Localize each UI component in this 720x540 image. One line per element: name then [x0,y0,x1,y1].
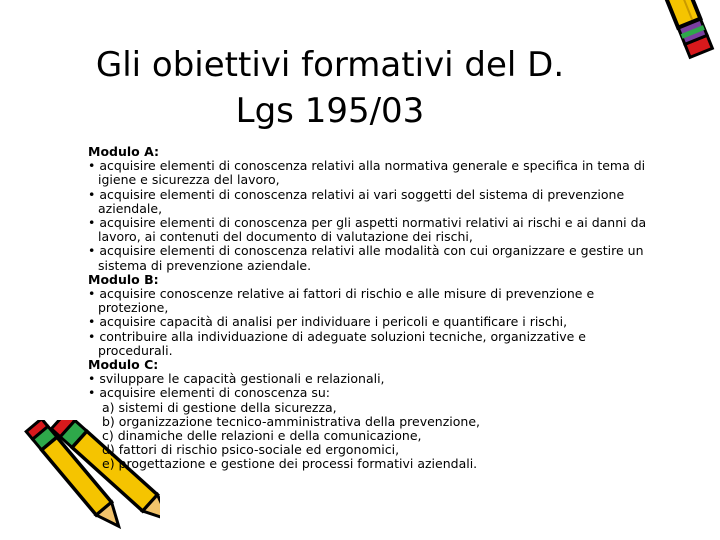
list-item: • acquisire elementi di conoscenza relativi alla normativa generale e specifica in tema di igiene e sicurezza del lavoro, [88,158,646,188]
sub-list-item: e) progettazione e gestione dei processi formativi aziendali. [102,456,478,472]
list-item: • acquisire conoscenze relative ai fattori di rischio e alle misure di prevenzione e protezione, [88,286,595,316]
sub-list-item: d) fattori di rischio psico-sociale ed ergonomici, [102,442,400,458]
title-line-2: Lgs 195/03 [235,91,425,131]
sub-list-item: b) organizzazione tecnico-amministrativa della prevenzione, [102,413,480,429]
modulo-c-heading: Modulo C: [88,357,159,373]
slide-title [40,42,620,134]
list-item: • contribuire alla individuazione di adeguate soluzioni tecniche, organizzative e procedurali. [88,328,586,358]
sub-list-item: c) dinamiche delle relazioni e della comunicazione, [102,428,422,444]
list-item: • acquisire capacità di analisi per individuare i pericoli e quantificare i rischi, [88,314,568,330]
sub-list-item: a) sistemi di gestione della sicurezza, [102,399,337,415]
list-item: • acquisire elementi di conoscenza relativi alle modalità con cui organizzare e gestire un sistema di prevenzione aziendale. [88,243,644,273]
list-item: • acquisire elementi di conoscenza su: [88,385,331,401]
modulo-a-heading: Modulo A: [88,144,160,159]
list-item: • acquisire elementi di conoscenza per gli aspetti normativi relativi ai rischi e ai danni da lavoro, ai contenuti del documento di valutazione dei rischi, [88,215,647,245]
modulo-b-heading: Modulo B: [88,271,159,287]
objectives-body [88,145,648,472]
title-line-1: Gli obiettivi formativi del D. [95,45,565,85]
list-item: • acquisire elementi di conoscenza relativi ai vari soggetti del sistema di prevenzione aziendale, [88,186,625,216]
list-item: • sviluppare le capacità gestionali e relazionali, [88,371,385,387]
